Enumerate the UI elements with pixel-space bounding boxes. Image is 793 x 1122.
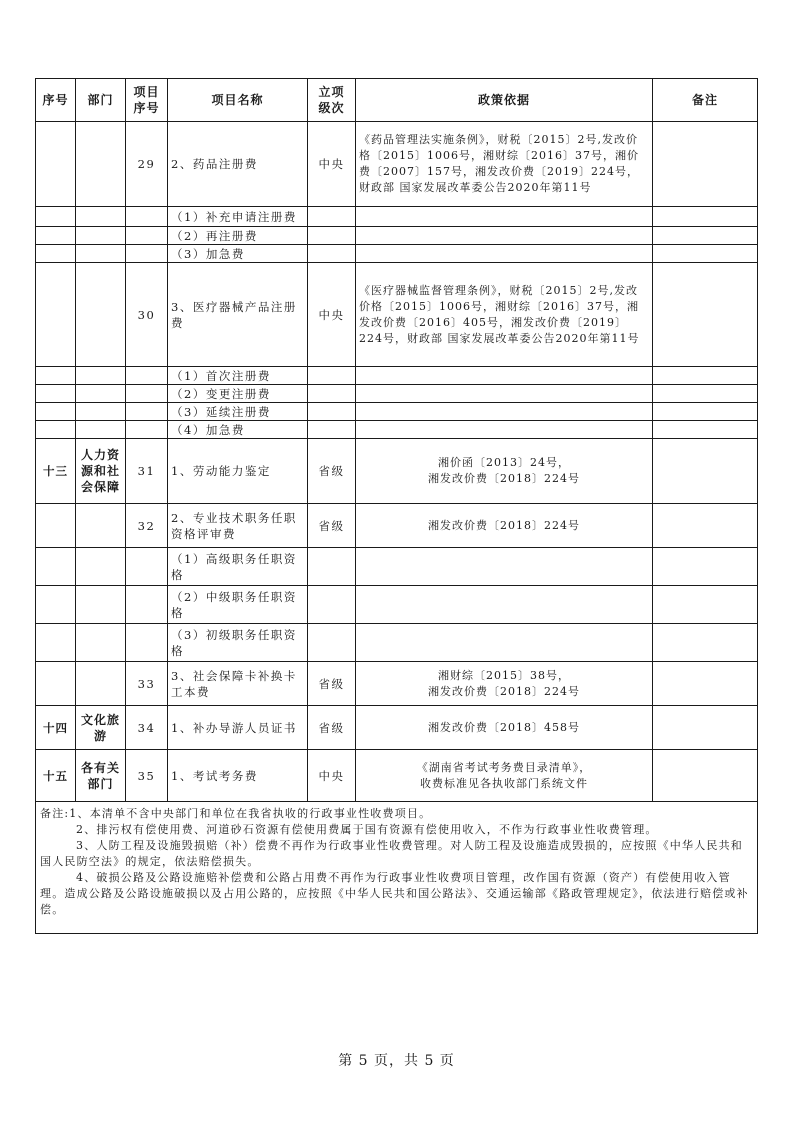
cell-seq: 十四 <box>36 706 76 750</box>
cell-remarks <box>653 439 758 504</box>
cell-item-no <box>126 403 168 421</box>
cell-item-name: 3、社会保障卡补换卡工本费 <box>168 662 308 706</box>
table-row <box>36 263 758 367</box>
cell-policy <box>356 245 653 263</box>
cell-item-name: （2）中级职务任职资格 <box>168 586 308 624</box>
cell-seq <box>36 227 76 245</box>
note-1: 备注:1、本清单不含中央部门和单位在我省执收的行政事业性收费项目。 <box>40 807 432 820</box>
cell-remarks <box>653 385 758 403</box>
cell-item-no: 29 <box>126 122 168 207</box>
header-policy: 政策依据 <box>356 79 653 122</box>
cell-seq <box>36 207 76 227</box>
cell-item-name: 2、专业技术职务任职资格评审费 <box>168 504 308 548</box>
table-row <box>36 245 758 263</box>
cell-item-no <box>126 385 168 403</box>
header-item-name: 项目名称 <box>168 79 308 122</box>
cell-dept: 文化旅游 <box>76 706 126 750</box>
cell-level: 中央 <box>308 263 356 367</box>
cell-item-name: 2、药品注册费 <box>168 122 308 207</box>
cell-level: 中央 <box>308 122 356 207</box>
cell-policy <box>356 403 653 421</box>
page-number: 第 5 页，共 5 页 <box>338 1053 455 1069</box>
table-row <box>36 662 758 706</box>
cell-item-no <box>126 548 168 586</box>
cell-dept <box>76 367 126 385</box>
cell-policy <box>356 750 653 802</box>
cell-item-no: 32 <box>126 504 168 548</box>
cell-level: 省级 <box>308 504 356 548</box>
cell-policy <box>356 439 653 504</box>
cell-item-no <box>126 227 168 245</box>
cell-level: 省级 <box>308 706 356 750</box>
table-row <box>36 403 758 421</box>
cell-item-no <box>126 245 168 263</box>
cell-seq <box>36 385 76 403</box>
cell-item-name: （3）延续注册费 <box>168 403 308 421</box>
table-row <box>36 706 758 750</box>
cell-policy <box>356 548 653 586</box>
policy-line: 《湖南省考试考务费目录清单》， <box>416 760 592 774</box>
cell-dept <box>76 207 126 227</box>
cell-seq: 十五 <box>36 750 76 802</box>
cell-remarks <box>653 750 758 802</box>
cell-seq <box>36 263 76 367</box>
cell-policy: 湘发改价费〔2018〕458号 <box>356 706 653 750</box>
cell-policy <box>356 385 653 403</box>
cell-policy <box>356 367 653 385</box>
cell-item-no <box>126 586 168 624</box>
cell-seq <box>36 122 76 207</box>
cell-policy <box>356 421 653 439</box>
cell-remarks <box>653 421 758 439</box>
cell-policy <box>356 662 653 706</box>
table-row <box>36 207 758 227</box>
cell-item-no <box>126 207 168 227</box>
cell-remarks <box>653 367 758 385</box>
notes-row <box>36 802 758 934</box>
cell-dept <box>76 227 126 245</box>
cell-item-name: （1）首次注册费 <box>168 367 308 385</box>
cell-item-name: （4）加急费 <box>168 421 308 439</box>
cell-dept <box>76 385 126 403</box>
table-row <box>36 750 758 802</box>
cell-level: 中央 <box>308 750 356 802</box>
header-dept: 部门 <box>76 79 126 122</box>
cell-remarks <box>653 227 758 245</box>
cell-policy <box>356 586 653 624</box>
cell-seq <box>36 504 76 548</box>
cell-remarks <box>653 706 758 750</box>
cell-item-name: 1、劳动能力鉴定 <box>168 439 308 504</box>
cell-item-name: 3、医疗器械产品注册费 <box>168 263 308 367</box>
cell-remarks <box>653 263 758 367</box>
cell-remarks <box>653 548 758 586</box>
policy-line: 湘财综〔2015〕38号， <box>438 668 570 682</box>
cell-remarks <box>653 245 758 263</box>
cell-item-no: 34 <box>126 706 168 750</box>
note-2: 2、排污权有偿使用费、河道砂石资源有偿使用费属于国有资源有偿使用收入，不作为行政事业性收费管理。 <box>76 823 658 836</box>
cell-policy: 《药品管理法实施条例》，财税〔2015〕2号,发改价格〔2015〕1006号，湘财综〔2016〕37号，湘价费〔2007〕157号，湘发改价费〔2019〕224号，财政部 国家发展改革委公告2020年第11号 <box>356 122 653 207</box>
table-row <box>36 504 758 548</box>
header-level-line2: 级次 <box>318 101 345 115</box>
cell-level <box>308 227 356 245</box>
fee-list-table <box>35 78 758 934</box>
cell-item-name: （1）补充申请注册费 <box>168 207 308 227</box>
cell-item-no <box>126 367 168 385</box>
policy-line: 湘发改价费〔2018〕224号 <box>428 472 580 485</box>
cell-item-name: （2）变更注册费 <box>168 385 308 403</box>
table-row <box>36 367 758 385</box>
policy-line: 湘价函〔2013〕24号， <box>438 456 570 469</box>
cell-item-no: 35 <box>126 750 168 802</box>
cell-level <box>308 367 356 385</box>
cell-remarks <box>653 586 758 624</box>
table-row <box>36 122 758 207</box>
header-item-no-line1: 项目 <box>133 85 160 99</box>
cell-policy <box>356 207 653 227</box>
cell-level <box>308 421 356 439</box>
cell-policy: 湘发改价费〔2018〕224号 <box>356 504 653 548</box>
table-row <box>36 624 758 662</box>
cell-level <box>308 548 356 586</box>
header-item-no-line2: 序号 <box>133 101 160 115</box>
cell-dept <box>76 586 126 624</box>
cell-item-no <box>126 421 168 439</box>
note-4: 4、破损公路及公路设施赔补偿费和公路占用费不再作为行政事业性收费项目管理，改作国有资源（资产）有偿使用收入管理。造成公路及公路设施破损以及占用公路的，应按照《中华人民共和国公路法》、交通运输部《路政管理规定》，依法进行赔偿或补偿。 <box>40 871 749 916</box>
table-row <box>36 548 758 586</box>
header-seq: 序号 <box>36 79 76 122</box>
table-row <box>36 439 758 504</box>
cell-seq <box>36 367 76 385</box>
cell-seq <box>36 421 76 439</box>
table-row <box>36 385 758 403</box>
cell-policy <box>356 227 653 245</box>
cell-remarks <box>653 403 758 421</box>
cell-level: 省级 <box>308 439 356 504</box>
cell-level <box>308 245 356 263</box>
header-item-no <box>126 79 168 122</box>
cell-dept <box>76 504 126 548</box>
cell-remarks <box>653 504 758 548</box>
header-level <box>308 79 356 122</box>
cell-item-name: 1、考试考务费 <box>168 750 308 802</box>
cell-seq <box>36 624 76 662</box>
cell-item-no: 30 <box>126 263 168 367</box>
cell-dept <box>76 263 126 367</box>
cell-item-name: （1）高级职务任职资格 <box>168 548 308 586</box>
cell-seq <box>36 586 76 624</box>
cell-level <box>308 586 356 624</box>
cell-seq <box>36 403 76 421</box>
table-header-row <box>36 79 758 122</box>
cell-dept: 人力资源和社会保障 <box>76 439 126 504</box>
table-row <box>36 586 758 624</box>
note-3: 3、人防工程及设施毁损赔（补）偿费不再作为行政事业性收费管理。对人防工程及设施造成毁损的，应按照《中华人民共和国人民防空法》的规定，依法赔偿损失。 <box>40 839 743 868</box>
cell-dept <box>76 548 126 586</box>
table-row <box>36 227 758 245</box>
cell-item-no <box>126 624 168 662</box>
cell-remarks <box>653 624 758 662</box>
cell-item-no: 31 <box>126 439 168 504</box>
cell-dept: 各有关部门 <box>76 750 126 802</box>
cell-dept <box>76 624 126 662</box>
cell-level <box>308 403 356 421</box>
cell-policy <box>356 624 653 662</box>
cell-level <box>308 624 356 662</box>
cell-item-name: （2）再注册费 <box>168 227 308 245</box>
cell-remarks <box>653 122 758 207</box>
policy-line: 湘发改价费〔2018〕224号 <box>428 684 580 698</box>
table-row <box>36 421 758 439</box>
header-level-line1: 立项 <box>318 85 345 99</box>
cell-item-name: 1、补办导游人员证书 <box>168 706 308 750</box>
cell-remarks <box>653 662 758 706</box>
cell-item-name: （3）加急费 <box>168 245 308 263</box>
cell-level <box>308 207 356 227</box>
cell-level: 省级 <box>308 662 356 706</box>
cell-item-name: （3）初级职务任职资格 <box>168 624 308 662</box>
cell-dept <box>76 245 126 263</box>
cell-dept <box>76 662 126 706</box>
cell-dept <box>76 122 126 207</box>
cell-seq <box>36 245 76 263</box>
cell-policy: 《医疗器械监督管理条例》，财税〔2015〕2号,发改价格〔2015〕1006号，湘财综〔2016〕37号，湘发改价费〔2016〕405号，湘发改价费〔2019〕224号，财政部 国家发展改革委公告2020年第11号 <box>356 263 653 367</box>
cell-seq: 十三 <box>36 439 76 504</box>
cell-seq <box>36 662 76 706</box>
cell-level <box>308 385 356 403</box>
cell-seq <box>36 548 76 586</box>
cell-dept <box>76 403 126 421</box>
cell-dept <box>76 421 126 439</box>
cell-remarks <box>653 207 758 227</box>
cell-item-no: 33 <box>126 662 168 706</box>
policy-line: 收费标准见各执收部门系统文件 <box>420 776 588 790</box>
header-remarks: 备注 <box>653 79 758 122</box>
notes-cell <box>36 802 758 934</box>
